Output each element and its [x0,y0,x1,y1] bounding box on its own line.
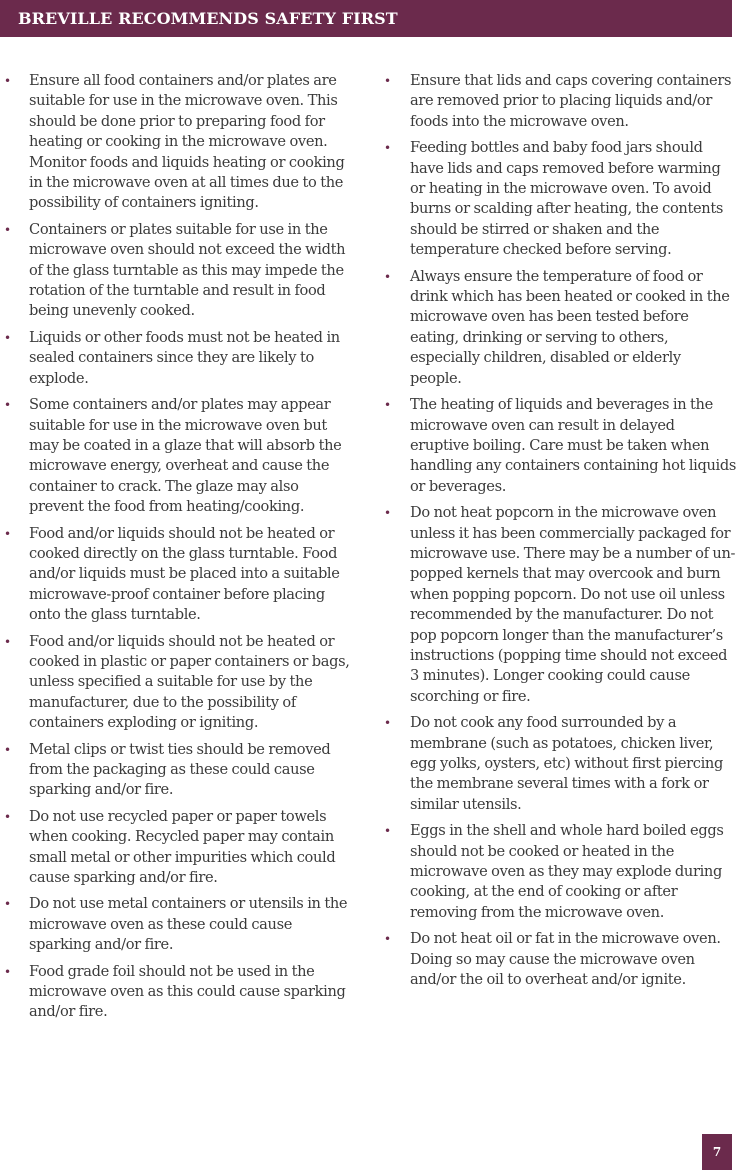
safety-item [0,962,356,1023]
bullet-icon: • [4,809,11,824]
safety-item-text: Food and/or liquids should not be heated or cooked in plastic or paper containers or bags, unless specified a suitable for use by the manufacturer, due to the possibility of containers exploding or igniting. [29,632,350,732]
safety-item-text: Metal clips or twist ties should be removed from the packaging as these could cause sparking and/or fire. [29,740,331,799]
safety-item [380,503,736,707]
safety-item [380,929,736,990]
safety-list-right [380,71,736,996]
safety-item [0,740,356,801]
section-header-bar [0,0,732,37]
safety-item [0,632,356,734]
safety-item-text: Do not use metal containers or utensils in the microwave oven as these could cause sparking and/or fire. [29,895,348,954]
safety-item-text: Feeding bottles and baby food jars should have lids and caps removed before warming or heating in the microwave oven. To avoid burns or scalding after heating, the contents should be stirred or shaken and the temperature checked before serving. [410,139,723,259]
safety-item [380,821,736,923]
bullet-icon: • [4,964,11,979]
bullet-icon: • [4,74,11,88]
safety-item [380,395,736,497]
safety-item-text: Do not heat oil or fat in the microwave oven. Doing so may cause the microwave oven and/or the oil to overheat and/or ignite. [410,930,721,989]
bullet-icon: • [384,506,391,521]
safety-item [0,524,356,626]
bullet-icon: • [384,74,391,88]
safety-item-text: Food and/or liquids should not be heated or cooked directly on the glass turntable. Food and/or liquids must be placed into a suitable microwave-proof container before placing onto the glass turntable. [29,524,340,624]
safety-item-text: Ensure that lids and caps covering containers are removed prior to placing liquids and/or foods into the microwave oven. [410,72,732,130]
bullet-icon: • [4,222,11,237]
page-number: 7 [702,1134,732,1170]
safety-item [380,71,736,132]
section-title: BREVILLE RECOMMENDS SAFETY FIRST [18,9,398,28]
bullet-icon: • [384,269,391,284]
bullet-icon: • [384,141,391,156]
safety-item-text: Always ensure the temperature of food or drink which has been heated or cooked in the microwave oven has been tested before eating, drinking or serving to others, especially children, disabled or elderly people. [410,267,730,387]
safety-item-text: Food grade foil should not be used in the microwave oven as this could cause sparking and/or fire. [29,962,346,1021]
safety-list-left [0,71,356,1029]
bullet-icon: • [4,897,11,912]
safety-item-text: Ensure all food containers and/or plates are suitable for use in the microwave oven. This should be done prior to preparing food for heating or cooking in the microwave oven. Monitor foods and liquids heating or cooking in the microwave oven at all times due to the possibility of containers igniting. [29,72,345,212]
bullet-icon: • [384,398,391,413]
bullet-icon: • [384,824,391,839]
safety-item-text: Containers or plates suitable for use in the microwave oven should not exceed the width of the glass turntable as this may impede the rotation of the turntable and result in food being unevenly cooked. [29,220,346,320]
bullet-icon: • [4,742,11,757]
safety-item [0,395,356,517]
safety-item [0,220,356,322]
bullet-icon: • [384,932,391,947]
safety-item-text: Liquids or other foods must not be heated in sealed containers since they are likely to explode. [29,328,340,387]
bullet-icon: • [384,716,391,731]
safety-item-text: Eggs in the shell and whole hard boiled eggs should not be cooked or heated in the microwave oven as they may explode during cooking, at the end of cooking or after removing from the microwave oven. [410,822,724,921]
bullet-icon: • [4,398,11,413]
safety-item-text: Do not cook any food surrounded by a membrane (such as potatoes, chicken liver, egg yolks, oysters, etc) without first piercing the membrane several times with a fork or similar utensils. [410,714,723,813]
safety-item-text: Do not heat popcorn in the microwave oven unless it has been commercially packaged for microwave use. There may be a number of un-popped kernels that may overcook and burn when popping popcorn. Do not use oil unless recommended by the manufacturer. Do not pop popcorn longer than the manufacturer’s instructions (popping time should not exceed 3 minutes). Longer cooking could cause scorching or fire. [410,504,736,705]
safety-item [0,894,356,955]
safety-item [380,267,736,389]
bullet-icon: • [4,526,11,541]
safety-item [0,328,356,389]
safety-item-text: Some containers and/or plates may appear suitable for use in the microwave oven but may be coated in a glaze that will absorb the microwave energy, overheat and cause the container to crack. The glaze may also prevent the food from heating/cooking. [29,396,342,516]
bullet-icon: • [4,634,11,649]
safety-item [0,71,356,214]
safety-item-text: The heating of liquids and beverages in the microwave oven can result in delayed eruptive boiling. Care must be taken when handling any containers containing hot liquids or beverages. [410,396,736,495]
safety-item [380,138,736,260]
safety-item [380,713,736,815]
safety-item-text: Do not use recycled paper or paper towels when cooking. Recycled paper may contain small metal or other impurities which could cause sparking and/or fire. [29,807,336,887]
safety-item [0,807,356,889]
bullet-icon: • [4,330,11,345]
